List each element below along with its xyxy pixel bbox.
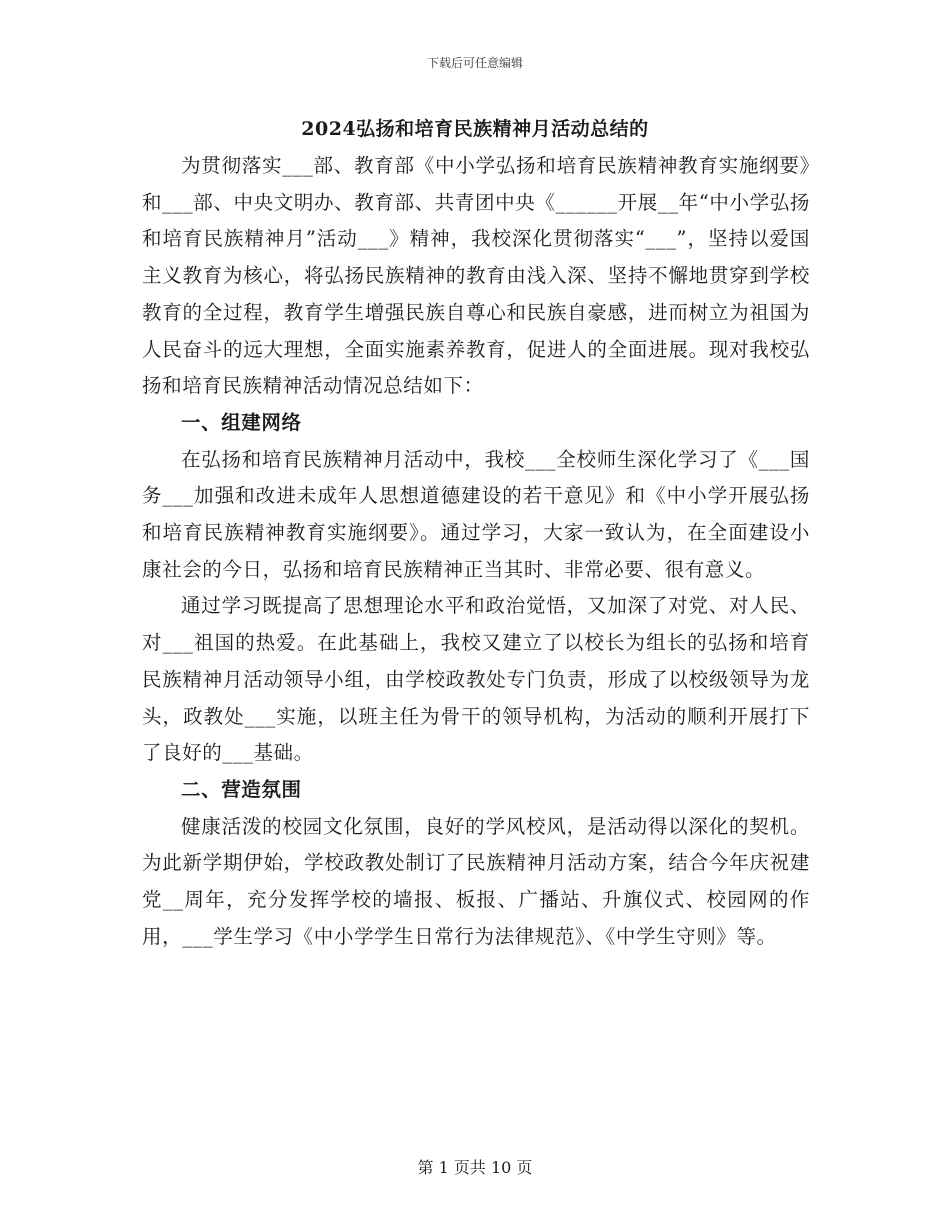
header-note: 下载后可任意编辑 [426, 56, 523, 70]
section-2-paragraph-1: 健康活泼的校园文化氛围，良好的学风校风，是活动得以深化的契机。为此新学期伊始，学校政教处制订了民族精神月活动方案，结合今年庆祝建党__周年，充分发挥学校的墙报、板报、广播站、升旗仪式、校园网的作用，___学生学习《中小学学生日常行为法律规范》、《中学生守则》等。 [142, 814, 810, 948]
section-1-paragraph-1: 在弘扬和培育民族精神月活动中，我校___全校师生深化学习了《___国务___加强和改进未成年人思想道德建设的若干意见》和《中小学开展弘扬和培育民族精神教育实施纲要》。通过学习，大家一致认为，在全面建设小康社会的今日，弘扬和培育民族精神正当其时、非常必要、很有意义。 [142, 447, 810, 581]
document-body [142, 148, 810, 955]
section-heading-create-atmosphere: 二、营造氛围 [181, 777, 302, 801]
document-title: 2024弘扬和培育民族精神月活动总结的 [301, 118, 649, 140]
section-1-paragraph-2: 通过学习既提高了思想理论水平和政治觉悟，又加深了对党、对人民、对___祖国的热爱。在此基础上，我校又建立了以校长为组长的弘扬和培育民族精神月活动领导小组，由学校政教处专门负责，形成了以校级领导为龙头，政教处___实施，以班主任为骨干的领导机构，为活动的顺利开展打下了良好的___基础。 [142, 594, 810, 765]
section-heading-organize-network: 一、组建网络 [181, 410, 302, 434]
page-number: 第 1 页共 10 页 [417, 1158, 533, 1177]
intro-paragraph: 为贯彻落实___部、教育部《中小学弘扬和培育民族精神教育实施纲要》和___部、中央文明办、教育部、共青团中央《______开展__年“中小学弘扬和培育民族精神月”活动___》精神，我校深化贯彻落实“___”，坚持以爱国主义教育为核心，将弘扬民族精神的教育由浅入深、坚持不懈地贯穿到学校教育的全过程，教育学生增强民族自尊心和民族自豪感，进而树立为祖国为人民奋斗的远大理想，全面实施素养教育，促进人的全面进展。现对我校弘扬和培育民族精神活动情况总结如下： [142, 154, 810, 398]
